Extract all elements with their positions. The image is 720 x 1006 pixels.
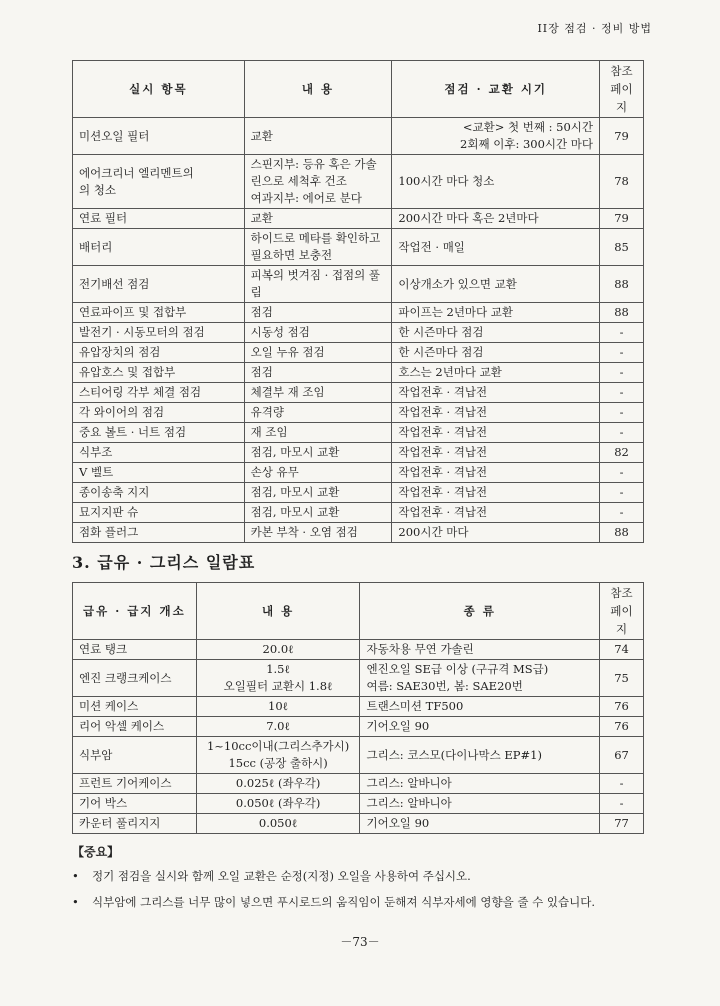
table-row — [73, 717, 644, 737]
cell-timing: 작업전후 · 격납전 — [392, 503, 600, 523]
bullet-icon: • — [72, 895, 79, 909]
cell-type: 기어오일 90 — [360, 814, 600, 834]
table-header-row — [73, 583, 644, 640]
header-content: 내 용 — [196, 583, 360, 640]
cell-page: 78 — [600, 155, 644, 209]
cell-item: 배터리 — [73, 229, 245, 266]
cell-content: 7.0ℓ — [196, 717, 360, 737]
cell-timing: 작업전후 · 격납전 — [392, 463, 600, 483]
cell-page: 77 — [600, 814, 644, 834]
cell-content: 피복의 벗겨짐 · 접점의 풀림 — [244, 266, 392, 303]
cell-page: - — [600, 363, 644, 383]
table-row — [73, 266, 644, 303]
cell-type: 그리스: 알바니아 — [360, 794, 600, 814]
cell-page: 76 — [600, 697, 644, 717]
table-row — [73, 323, 644, 343]
cell-page: - — [600, 503, 644, 523]
bullet-icon: • — [72, 869, 79, 883]
cell-page: - — [600, 483, 644, 503]
header-item: 실시 항목 — [73, 61, 245, 118]
cell-place: 리어 악셀 케이스 — [73, 717, 197, 737]
cell-page: 74 — [600, 640, 644, 660]
cell-content: 손상 유무 — [244, 463, 392, 483]
cell-content: 교환 — [244, 209, 392, 229]
cell-content: 1~10cc이내(그리스추가시) 15cc (공장 출하시) — [196, 737, 360, 774]
cell-item: 중요 볼트 · 너트 점검 — [73, 423, 245, 443]
cell-content: 점검 — [244, 363, 392, 383]
cell-type: 엔진오일 SE급 이상 (구규격 MS급) 여름: SAE30번, 봄: SAE20번 — [360, 660, 600, 697]
cell-item: 유압장치의 점검 — [73, 343, 245, 363]
cell-page: 75 — [600, 660, 644, 697]
cell-timing: 작업전후 · 격납전 — [392, 443, 600, 463]
cell-type: 기어오일 90 — [360, 717, 600, 737]
table-row — [73, 737, 644, 774]
cell-item: 전기배선 점검 — [73, 266, 245, 303]
cell-page: - — [600, 774, 644, 794]
cell-timing: 한 시즌마다 점검 — [392, 343, 600, 363]
table-row — [73, 463, 644, 483]
cell-page: 85 — [600, 229, 644, 266]
cell-content: 오일 누유 점검 — [244, 343, 392, 363]
cell-timing: 이상개소가 있으면 교환 — [392, 266, 600, 303]
cell-content: 체결부 재 조임 — [244, 383, 392, 403]
cell-item: 유압호스 및 접합부 — [73, 363, 245, 383]
table-row — [73, 229, 644, 266]
cell-timing: <교환> 첫 번째 : 50시간 2회째 이후: 300시간 마다 — [392, 118, 600, 155]
cell-place: 카운터 풀리지지 — [73, 814, 197, 834]
table-row — [73, 209, 644, 229]
cell-item: 미션오일 필터 — [73, 118, 245, 155]
table-row — [73, 774, 644, 794]
inspection-table — [72, 60, 644, 543]
cell-content: 10ℓ — [196, 697, 360, 717]
table-row — [73, 483, 644, 503]
cell-place: 연료 탱크 — [73, 640, 197, 660]
cell-item: 묘지지판 슈 — [73, 503, 245, 523]
cell-page: 79 — [600, 209, 644, 229]
cell-page: - — [600, 794, 644, 814]
cell-type: 그리스: 알바니아 — [360, 774, 600, 794]
cell-page: - — [600, 323, 644, 343]
table-row — [73, 640, 644, 660]
cell-page: - — [600, 463, 644, 483]
cell-timing: 100시간 마다 청소 — [392, 155, 600, 209]
cell-timing: 작업전 · 매일 — [392, 229, 600, 266]
note-item: • 정기 점검을 실시와 함께 오일 교환은 순정(지정) 오일을 사용하여 주십시오. — [82, 866, 642, 886]
cell-type: 자동차용 무연 가솔린 — [360, 640, 600, 660]
table-row — [73, 794, 644, 814]
header-place: 급유 · 급지 개소 — [73, 583, 197, 640]
page-header: II장 점검 · 정비 방법 — [537, 22, 652, 35]
table-header-row — [73, 61, 644, 118]
cell-page: - — [600, 403, 644, 423]
cell-content: 스핀지부: 등유 혹은 가솔린으로 세척후 건조 여과지부: 에어로 분다 — [244, 155, 392, 209]
header-content: 내 용 — [244, 61, 392, 118]
table-row — [73, 363, 644, 383]
cell-page: 67 — [600, 737, 644, 774]
cell-item: 연료파이프 및 접합부 — [73, 303, 245, 323]
cell-content: 유격량 — [244, 403, 392, 423]
cell-timing: 파이프는 2년마다 교환 — [392, 303, 600, 323]
cell-content: 점검, 마모시 교환 — [244, 443, 392, 463]
section-title: 3. 급유 · 그리스 일람표 — [72, 553, 256, 572]
cell-timing: 호스는 2년마다 교환 — [392, 363, 600, 383]
cell-page: - — [600, 343, 644, 363]
cell-content: 점검, 마모시 교환 — [244, 503, 392, 523]
cell-page: 88 — [600, 266, 644, 303]
cell-content: 점검, 마모시 교환 — [244, 483, 392, 503]
table-row — [73, 443, 644, 463]
cell-timing: 200시간 마다 혹은 2년마다 — [392, 209, 600, 229]
cell-item: V 벨트 — [73, 463, 245, 483]
note-item: • 식부암에 그리스를 너무 많이 넣으면 푸시로드의 움직임이 둔해져 식부자세에 영향을 줄 수 있습니다. — [82, 892, 642, 912]
cell-timing: 한 시즌마다 점검 — [392, 323, 600, 343]
table-row — [73, 523, 644, 543]
table-row — [73, 660, 644, 697]
cell-page: 79 — [600, 118, 644, 155]
cell-item: 각 와이어의 점검 — [73, 403, 245, 423]
cell-place: 프런트 기어케이스 — [73, 774, 197, 794]
table-row — [73, 403, 644, 423]
cell-page: 88 — [600, 523, 644, 543]
table-row — [73, 118, 644, 155]
cell-timing: 작업전후 · 격납전 — [392, 383, 600, 403]
cell-item: 에어크리너 엘리멘트의 의 청소 — [73, 155, 245, 209]
cell-item: 종이송축 지지 — [73, 483, 245, 503]
cell-page: 88 — [600, 303, 644, 323]
cell-place: 미션 케이스 — [73, 697, 197, 717]
cell-content: 교환 — [244, 118, 392, 155]
cell-timing: 작업전후 · 격납전 — [392, 403, 600, 423]
cell-content: 20.0ℓ — [196, 640, 360, 660]
cell-page: - — [600, 423, 644, 443]
cell-type: 트랜스미션 TF500 — [360, 697, 600, 717]
page-number: －73－ — [340, 935, 380, 949]
cell-page: 76 — [600, 717, 644, 737]
table-row — [73, 503, 644, 523]
table-row — [73, 697, 644, 717]
cell-content: 재 조임 — [244, 423, 392, 443]
cell-item: 점화 플러그 — [73, 523, 245, 543]
cell-place: 엔진 크랭크케이스 — [73, 660, 197, 697]
cell-content: 1.5ℓ 오일필터 교환시 1.8ℓ — [196, 660, 360, 697]
cell-item: 스티어링 각부 체결 점검 — [73, 383, 245, 403]
cell-content: 0.050ℓ (좌우각) — [196, 794, 360, 814]
table-row — [73, 383, 644, 403]
cell-place: 기어 박스 — [73, 794, 197, 814]
cell-timing: 200시간 마다 — [392, 523, 600, 543]
cell-content: 하이드로 메타를 확인하고 필요하면 보충전 — [244, 229, 392, 266]
lubrication-table — [72, 582, 644, 834]
header-page: 참조 페이지 — [600, 61, 644, 118]
header-type: 종 류 — [360, 583, 600, 640]
cell-timing: 작업전후 · 격납전 — [392, 483, 600, 503]
cell-content: 카본 부착 · 오염 점검 — [244, 523, 392, 543]
notes-title: 【중요】 — [72, 845, 120, 859]
table-row — [73, 155, 644, 209]
cell-content: 점검 — [244, 303, 392, 323]
cell-timing: 작업전후 · 격납전 — [392, 423, 600, 443]
cell-type: 그리스: 코스모(다이나막스 EP#1) — [360, 737, 600, 774]
table-row — [73, 303, 644, 323]
cell-content: 시동성 점검 — [244, 323, 392, 343]
cell-page: 82 — [600, 443, 644, 463]
notes-section — [72, 843, 642, 918]
cell-content: 0.025ℓ (좌우각) — [196, 774, 360, 794]
cell-item: 발전기 · 시동모터의 점검 — [73, 323, 245, 343]
cell-item: 식부조 — [73, 443, 245, 463]
cell-item: 연료 필터 — [73, 209, 245, 229]
header-page: 참조 페이지 — [600, 583, 644, 640]
header-timing: 점검 · 교환 시기 — [392, 61, 600, 118]
cell-content: 0.050ℓ — [196, 814, 360, 834]
table-row — [73, 343, 644, 363]
table-row — [73, 423, 644, 443]
table-row — [73, 814, 644, 834]
cell-page: - — [600, 383, 644, 403]
cell-place: 식부암 — [73, 737, 197, 774]
